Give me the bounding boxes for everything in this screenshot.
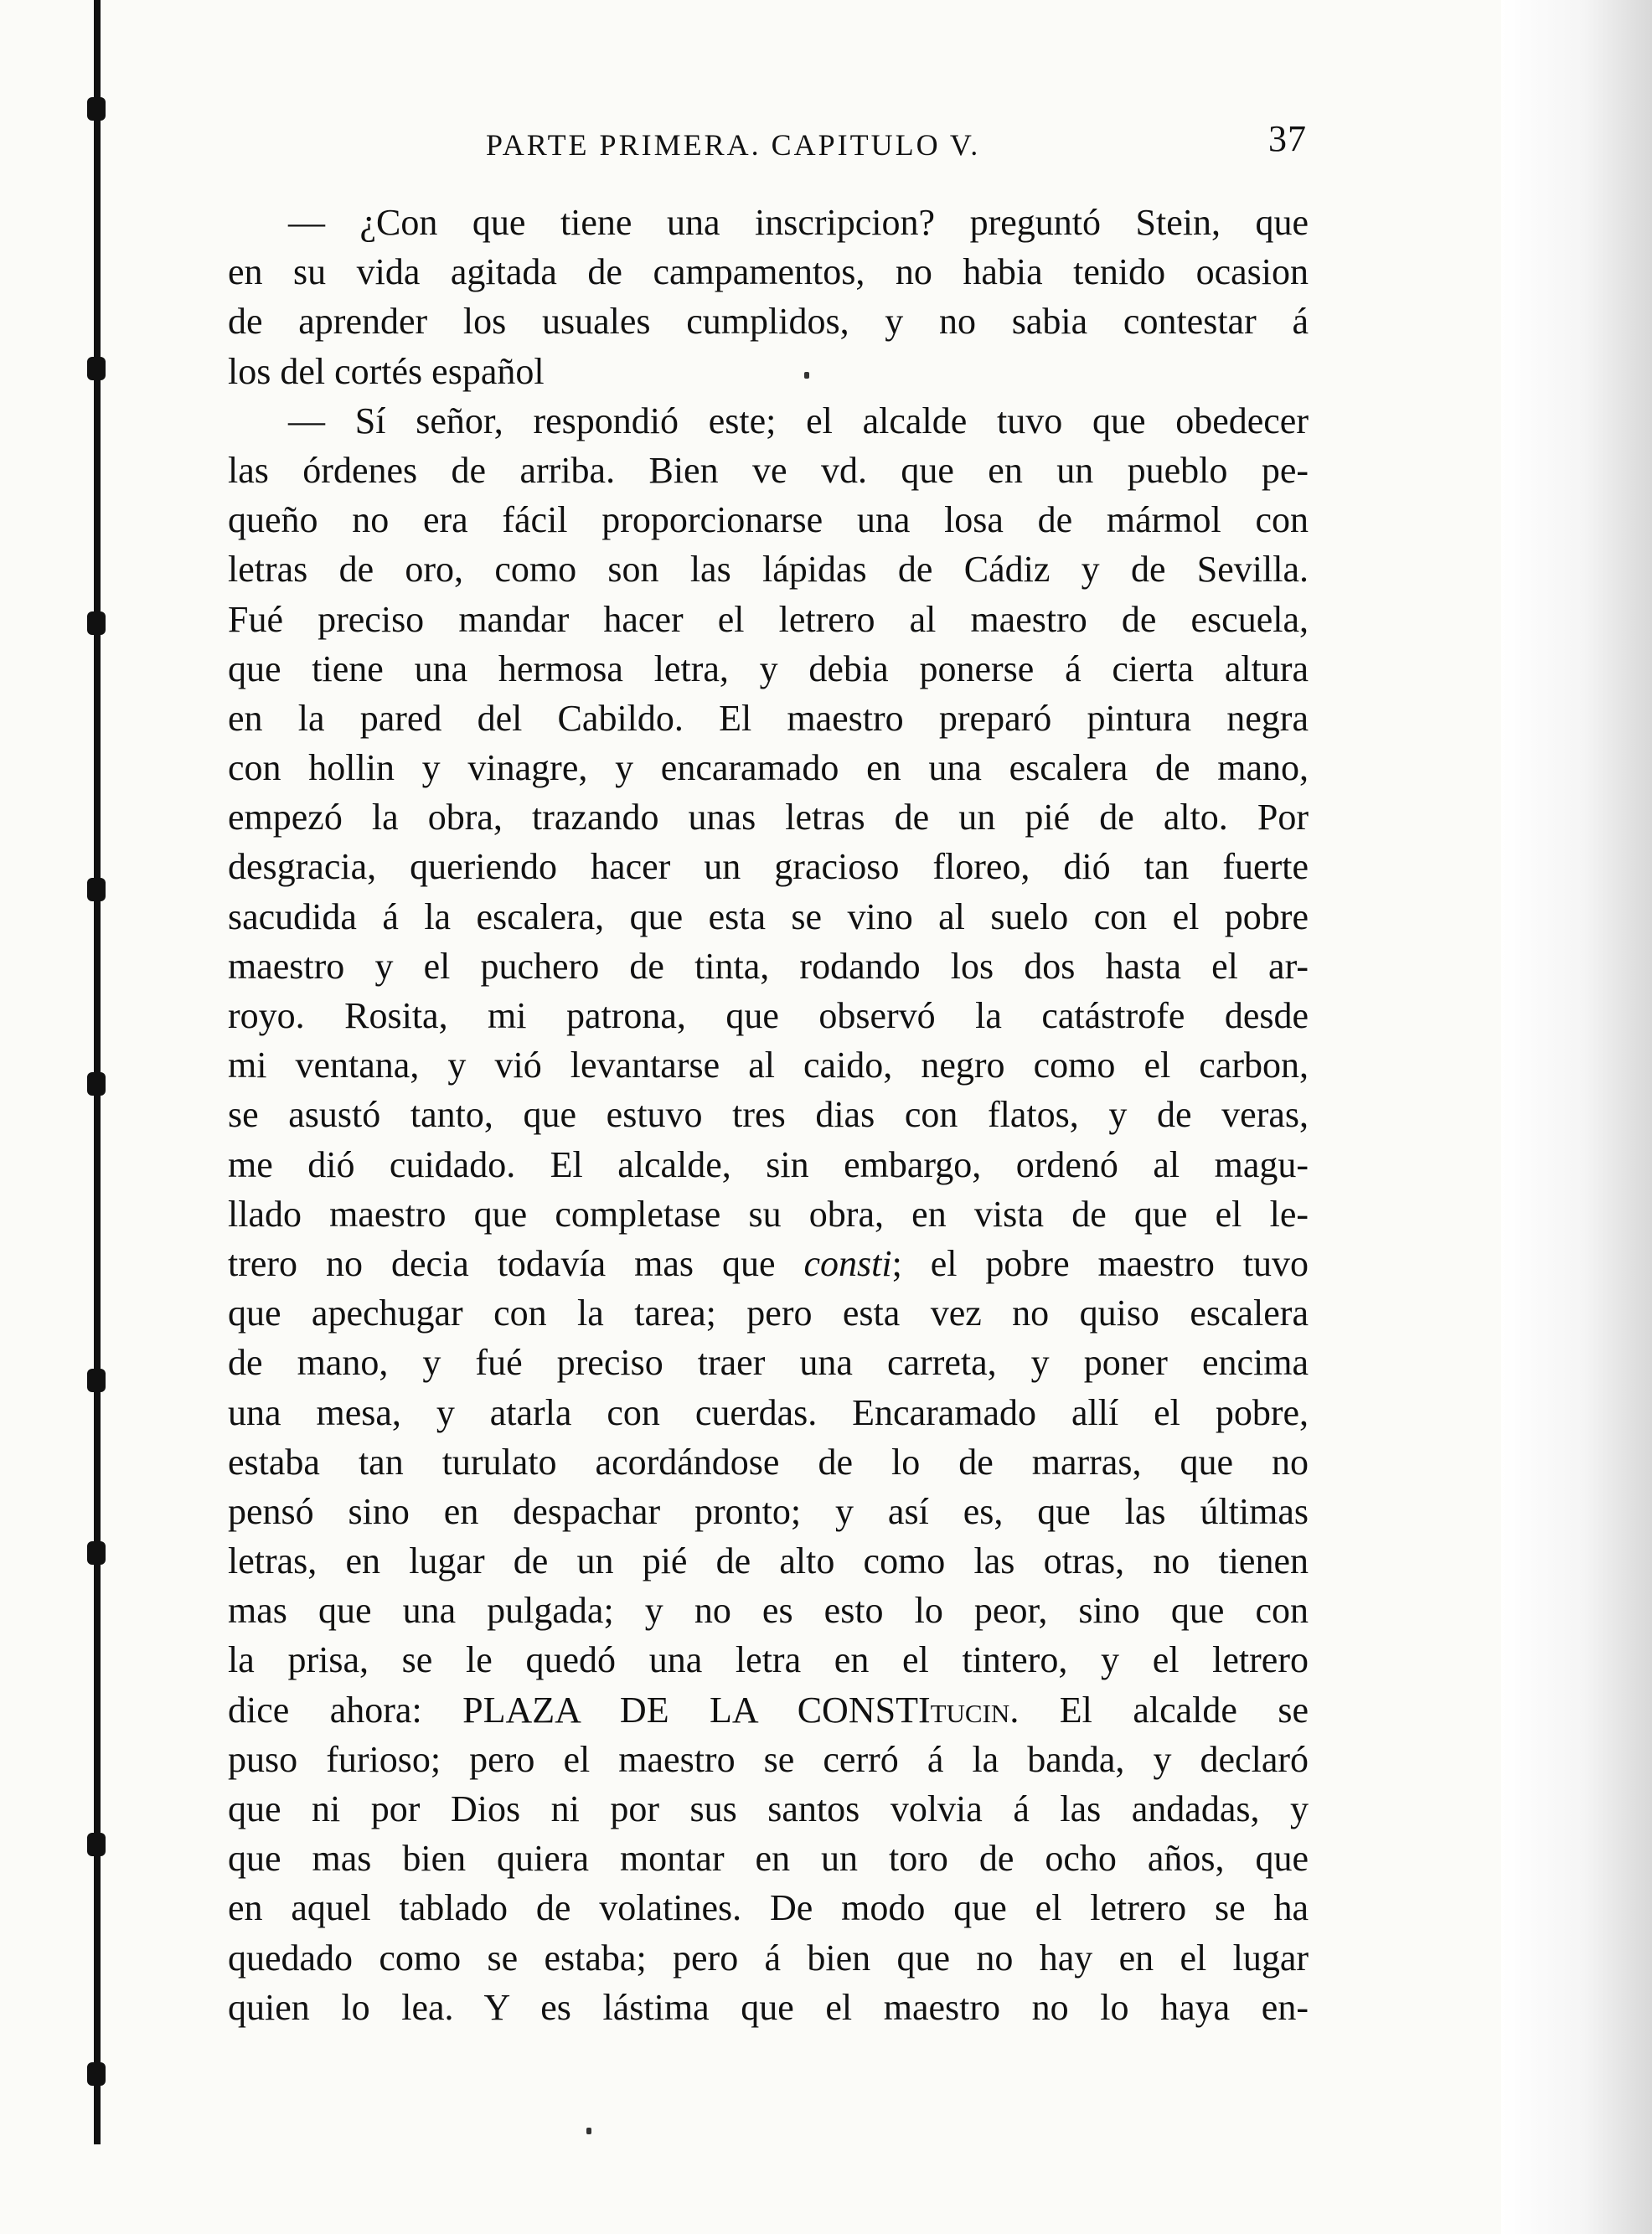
text-line: quedado como se estaba; pero á bien que no hay en el lugar — [228, 1937, 1309, 1979]
text-line: quien lo lea. Y es lástima que el maestro no lo haya en- — [228, 1986, 1309, 2028]
binding-mark — [87, 357, 106, 380]
binding-mark — [87, 611, 106, 635]
italic-word: consti — [803, 1242, 892, 1284]
binding-mark — [87, 1369, 106, 1392]
page-number: 37 — [1268, 118, 1307, 159]
text-line: la prisa, se le quedó una letra en el tintero, y el letrero — [228, 1639, 1309, 1681]
text-line: mi ventana, y vió levantarse al caido, negro como el carbon, — [228, 1045, 1309, 1086]
text-line: Fué preciso mandar hacer el letrero al maestro de escuela, — [228, 598, 1309, 640]
text-line-italic-word — [228, 1239, 1309, 1288]
binding-mark — [87, 1833, 106, 1856]
text-line: que apechugar con la tarea; pero esta vez no quiso escalera — [228, 1292, 1309, 1334]
text-line: — ¿Con que tiene una inscripcion? preguntó Stein, que — [288, 202, 1309, 243]
text-line: pensó sino en despachar pronto; y así es, que las últimas — [228, 1490, 1309, 1532]
binding-mark — [87, 1541, 106, 1565]
page-header — [486, 117, 1307, 168]
binding-mark — [87, 97, 106, 121]
text-line: llado maestro que completase su obra, en vista de que el le- — [228, 1193, 1309, 1235]
running-title: PARTE PRIMERA. CAPITULO V. — [486, 128, 981, 162]
text-line: con hollin y vinagre, y encaramado en una escalera de mano, — [228, 747, 1309, 789]
binding-mark — [87, 878, 106, 901]
text-line: empezó la obra, trazando unas letras de un pié de alto. Por — [228, 797, 1309, 838]
text-line: se asustó tanto, que estuvo tres dias con flatos, y de veras, — [228, 1094, 1309, 1136]
binding-mark — [87, 1072, 106, 1096]
text-line: en la pared del Cabildo. El maestro preparó pintura negra — [228, 697, 1309, 739]
ink-speck — [586, 2128, 591, 2134]
text-line: puso furioso; pero el maestro se cerró á la banda, y declaró — [228, 1738, 1309, 1780]
text-line: me dió cuidado. El alcalde, sin embargo, ordenó al magu- — [228, 1143, 1309, 1185]
text-line: estaba tan turulato acordándose de lo de marras, que no — [228, 1441, 1309, 1483]
text-line: que tiene una hermosa letra, y debia ponerse á cierta altura — [228, 647, 1309, 689]
text-line: de mano, y fué preciso traer una carreta, y poner encima — [228, 1342, 1309, 1384]
text-line: en su vida agitada de campamentos, no habia tenido ocasion — [228, 251, 1309, 293]
text-line: una mesa, y atarla con cuerdas. Encaramado allí el pobre, — [228, 1391, 1309, 1433]
text-line: de aprender los usuales cumplidos, y no sabia contestar á — [228, 301, 1309, 343]
binding-mark — [87, 2062, 106, 2086]
text-line: que ni por Dios ni por sus santos volvia á las andadas, y — [228, 1788, 1309, 1829]
text-line: desgracia, queriendo hacer un gracioso floreo, dió tan fuerte — [228, 846, 1309, 888]
text-line: royo. Rosita, mi patrona, que observó la catástrofe desde — [228, 995, 1309, 1036]
smallcaps-run: tucin — [930, 1689, 1010, 1731]
text-run: . El alcalde se — [1009, 1689, 1309, 1731]
text-line-smallcaps — [228, 1685, 1309, 1735]
text-run: dice ahora: PLAZA DE LA CONSTI — [228, 1689, 931, 1731]
text-line: mas que una pulgada; y no es esto lo peor, sino que con — [228, 1590, 1309, 1632]
text-line: letras, en lugar de un pié de alto como las otras, no tienen — [228, 1540, 1309, 1582]
text-line: queño no era fácil proporcionarse una losa de mármol con — [228, 499, 1309, 541]
text-line: — Sí señor, respondió este; el alcalde tuvo que obedecer — [288, 400, 1309, 441]
text-line: en aquel tablado de volatines. De modo que el letrero se ha — [228, 1887, 1309, 1929]
text-line: sacudida á la escalera, que esta se vino al suelo con el pobre — [228, 895, 1309, 937]
text-run: trero no decia todavía mas que — [228, 1242, 776, 1284]
text-line: maestro y el puchero de tinta, rodando los dos hasta el ar- — [228, 945, 1309, 987]
text-line: los del cortés español — [228, 350, 545, 392]
text-line: las órdenes de arriba. Bien ve vd. que en un pueblo pe- — [228, 449, 1309, 491]
text-line: letras de oro, como son las lápidas de Cádiz y de Sevilla. — [228, 549, 1309, 591]
body-text — [228, 198, 1309, 2032]
text-run: ; el pobre maestro tuvo — [891, 1242, 1309, 1284]
page-right-edge — [1501, 0, 1652, 2234]
text-line: que mas bien quiera montar en un toro de ocho años, que — [228, 1838, 1309, 1880]
